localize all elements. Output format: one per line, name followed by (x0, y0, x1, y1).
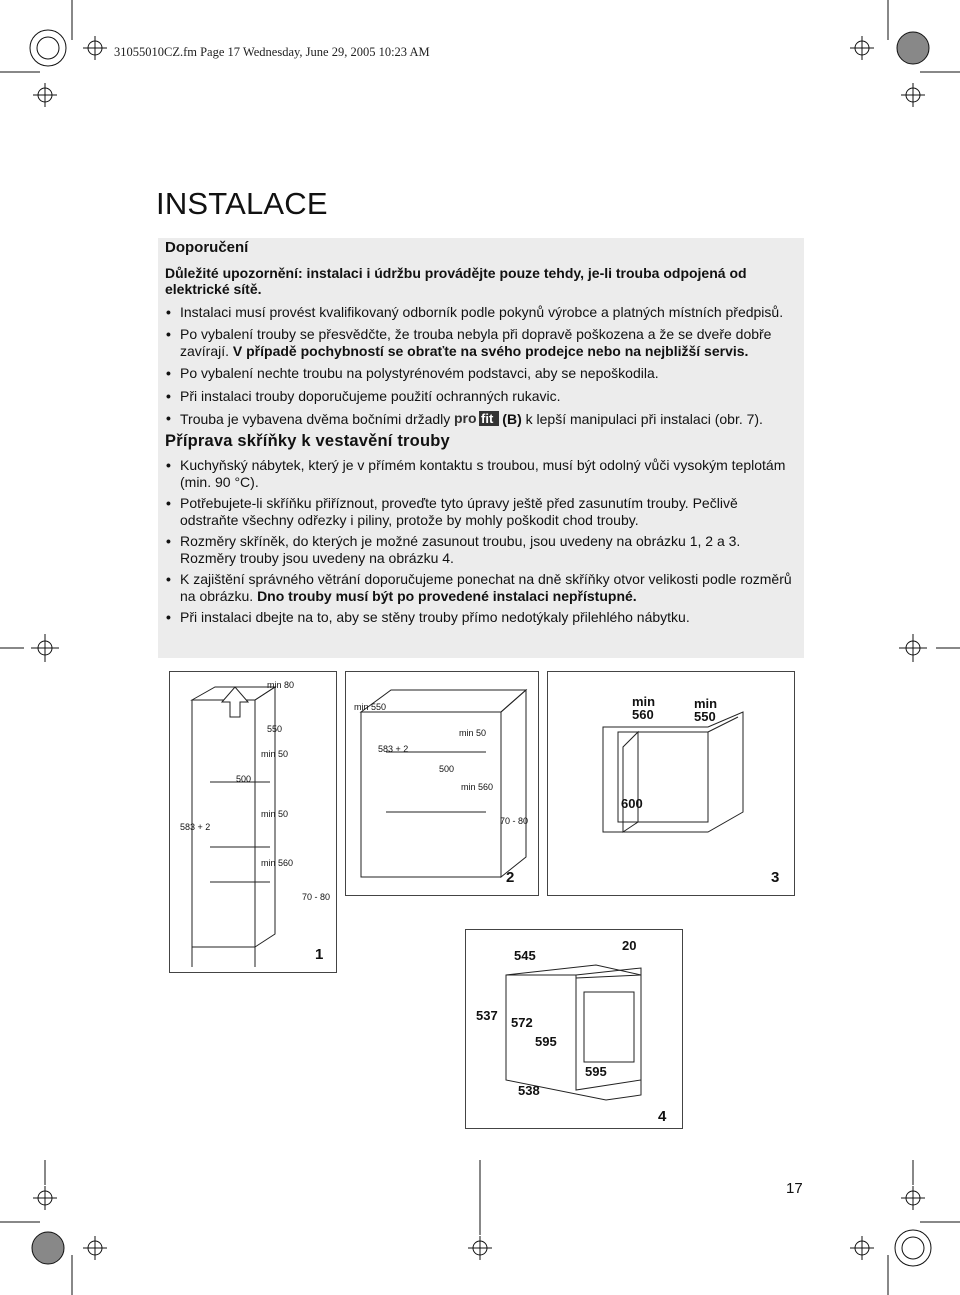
dim-label: 537 (476, 1008, 498, 1023)
dim-label: 595 (585, 1064, 607, 1079)
dim-label: 500 (439, 764, 455, 774)
dim-label: 600 (621, 796, 643, 811)
safety-warning: Důležité upozornění: instalaci i údržbu provádějte pouze tehdy, je-li trouba odpojená od elektrické sítě. (165, 264, 747, 297)
content-box (165, 240, 797, 626)
oven-dimensions-diagram (466, 930, 682, 1128)
figure-4 (465, 929, 683, 1129)
dim-label: min (694, 696, 718, 711)
dim-label: min 550 (354, 702, 387, 712)
list-item: • Při instalaci dbejte na to, aby se stěny trouby přímo nedotýkaly přilehlého nábytku. (165, 609, 797, 626)
tall-cabinet-diagram (170, 672, 336, 972)
figure-number: 3 (771, 869, 780, 886)
profit-logo-icon (454, 410, 500, 431)
dim-label: min 560 (261, 858, 294, 868)
svg-text:fit: fit (481, 411, 494, 426)
list-item: • Trouba je vybavena dvěma bočními držadly pro fit (B) k lepší manipulaci při instalaci (obr. 7). (165, 410, 797, 431)
figure-number: 1 (315, 946, 324, 963)
recommendations-list (165, 304, 797, 431)
corner-cabinet-diagram (548, 672, 794, 895)
recommendations-heading: Doporučení (165, 239, 249, 256)
dim-label: min 50 (459, 728, 487, 738)
dim-label: 538 (518, 1083, 540, 1098)
list-item: • Instalaci musí provést kvalifikovaný odborník podle pokynů výrobce a platných místních předpisů. (165, 304, 797, 321)
dim-label: 70 - 80 (302, 892, 331, 902)
dim-label: 20 (622, 938, 637, 953)
list-item: • Po vybalení nechte troubu na polystyrénovém podstavci, aby se nepoškodila. (165, 365, 797, 382)
under-counter-diagram (346, 672, 538, 895)
dim-label: 595 (535, 1034, 557, 1049)
figure-number: 4 (658, 1108, 667, 1125)
dim-label: 550 (694, 709, 716, 724)
bold-note: V případě pochybností se obraťte na svého prodejce nebo na nejbližší servis. (232, 342, 749, 359)
cabinet-list (165, 457, 797, 626)
dim-label: min (632, 694, 656, 709)
figure-1 (169, 671, 337, 973)
list-item: • Rozměry skříněk, do kterých je možné zasunout troubu, jsou uvedeny na obrázku 1, 2 a 3. Rozměry trouby jsou uvedeny na obrázku 4. (165, 533, 797, 566)
page-title: INSTALACE (156, 186, 328, 221)
cabinet-heading: Příprava skříňky k vestavění trouby (165, 431, 450, 450)
dim-label: min 560 (461, 782, 494, 792)
list-item: • Kuchyňský nábytek, který je v přímém kontaktu s troubou, musí být odolný vůči vysokým teplotám (min. 90 °C). (165, 457, 797, 490)
print-header: 31055010CZ.fm Page 17 Wednesday, June 29, 2005 10:23 AM (114, 45, 430, 59)
dim-label: 583 + 2 (180, 822, 211, 832)
list-item: • Potřebujete-li skříňku přiříznout, proveďte tyto úpravy ještě před zasunutím trouby. Pečlivě odstraňte všechny odřezky i piliny, protože by mohly poškodit chod trouby. (165, 495, 797, 528)
dim-label: 583 + 2 (378, 744, 409, 754)
dim-label: min 50 (261, 809, 289, 819)
svg-text:pro: pro (454, 410, 477, 426)
list-item: • Po vybalení trouby se přesvědčte, že trouba nebyla při dopravě poškozena a že se dveře dobře zavírají. V případě pochybností se obraťte na svého prodejce nebo na nejbližší servis. (165, 326, 797, 359)
figure-3 (547, 671, 795, 896)
figure-number: 2 (506, 869, 515, 886)
dim-label: 500 (236, 774, 252, 784)
dim-label: 550 (267, 724, 283, 734)
page-number: 17 (786, 1180, 803, 1197)
dim-label: 70 - 80 (500, 816, 529, 826)
dim-label: min 50 (261, 749, 289, 759)
dim-label: 572 (511, 1015, 533, 1030)
dim-label: min 80 (267, 680, 295, 690)
dim-label: 545 (514, 948, 536, 963)
bold-note: Dno trouby musí být po provedené instalaci nepřístupné. (257, 587, 637, 604)
figure-2 (345, 671, 539, 896)
dim-label: 560 (632, 707, 654, 722)
list-item: • K zajištění správného větrání doporučujeme ponechat na dně skříňky otvor velikosti podle rozměrů na obrázku. Dno trouby musí být po provedené instalaci nepřístupné. (165, 571, 797, 604)
list-item: • Při instalaci trouby doporučujeme použití ochranných rukavic. (165, 388, 797, 405)
